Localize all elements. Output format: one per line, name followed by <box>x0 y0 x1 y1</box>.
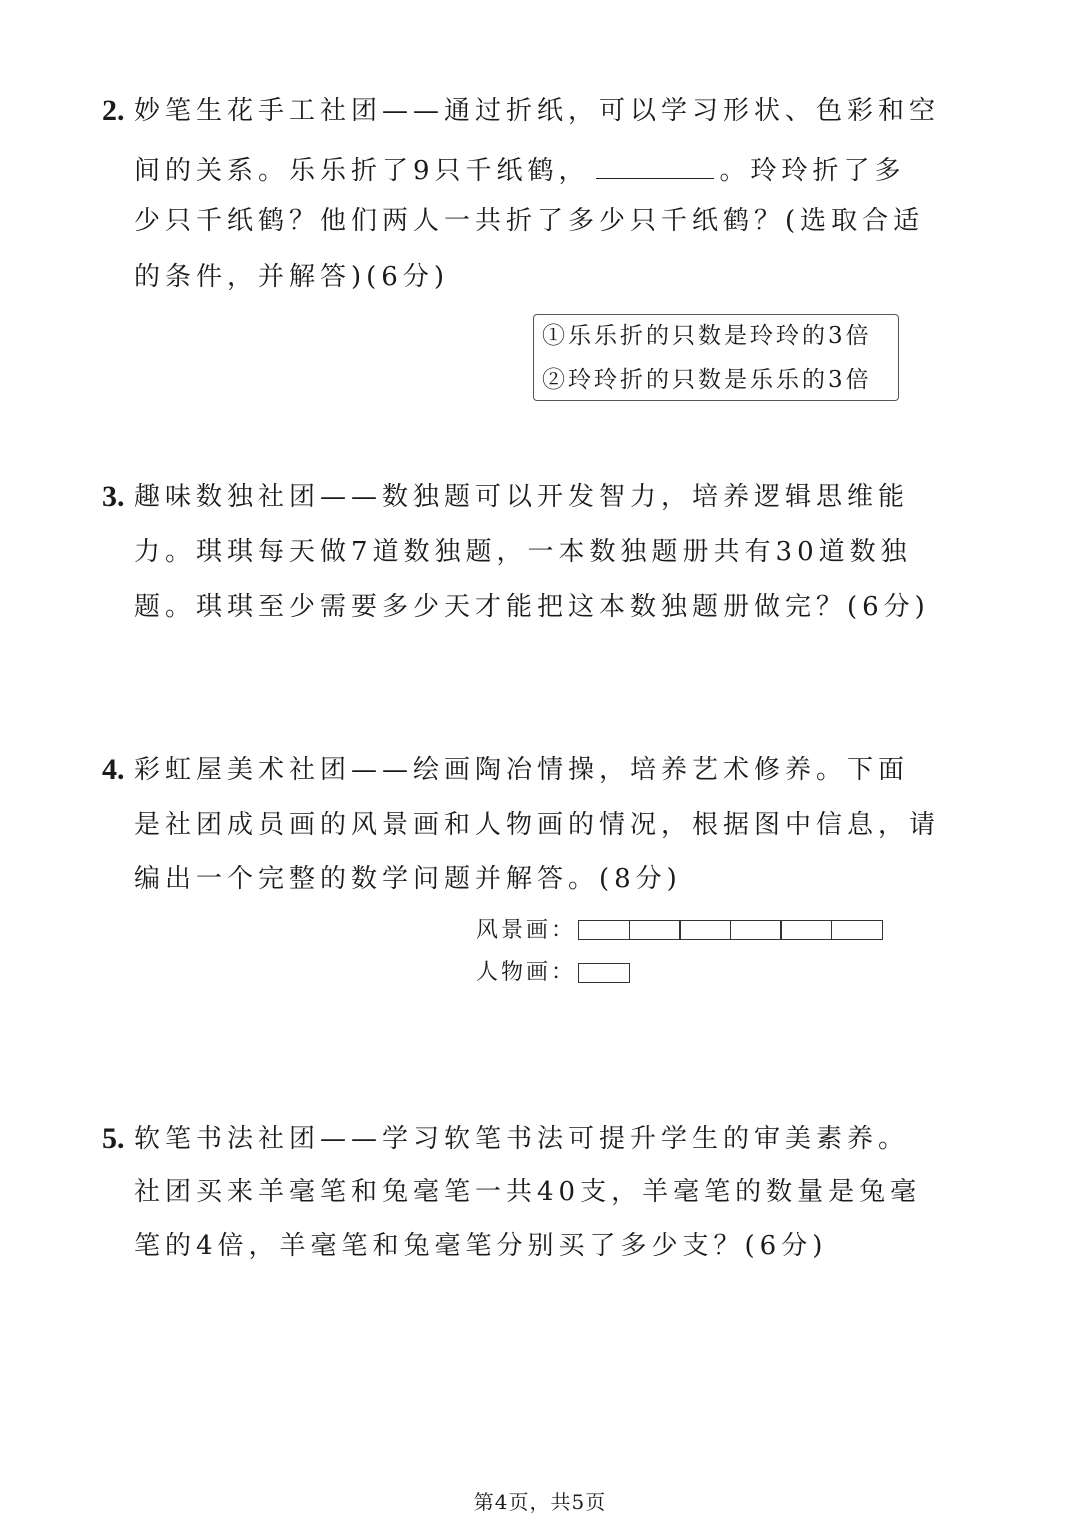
question-2-line-2b: 。玲玲折了多 <box>719 156 906 186</box>
question-2-number: 2. <box>102 94 125 127</box>
landscape-unit-cell <box>780 920 832 940</box>
question-2-line-3: 少只千纸鹤？他们两人一共折了多少只千纸鹤？(选取合适 <box>134 206 925 236</box>
question-2-line-1: 妙笔生花手工社团——通过折纸，可以学习形状、色彩和空 <box>134 96 941 126</box>
question-3-line-3: 题。琪琪至少需要多少天才能把这本数独题册做完？(6分) <box>134 592 930 622</box>
landscape-tape <box>578 920 881 940</box>
landscape-unit-cell <box>831 920 883 940</box>
question-5-line-2: 社团买来羊毫笔和兔毫笔一共40支，羊毫笔的数量是兔毫 <box>134 1177 922 1207</box>
question-5-line-1: 软笔书法社团——学习软笔书法可提升学生的审美素养。 <box>134 1124 910 1154</box>
landscape-label: 风景画： <box>476 918 577 943</box>
portrait-unit-cell <box>578 963 630 983</box>
landscape-unit-cell <box>679 920 731 940</box>
question-2-line-2 <box>134 152 904 186</box>
question-5-line-3: 笔的4倍，羊毫笔和兔毫笔分别买了多少支？(6分) <box>134 1231 828 1261</box>
question-3-number: 3. <box>102 480 125 513</box>
condition-options-box <box>533 314 899 401</box>
question-2-line-4: 的条件，并解答)(6分) <box>134 262 449 292</box>
question-4-line-3: 编出一个完整的数学问题并解答。(8分) <box>134 864 682 894</box>
question-4-number: 4. <box>102 753 125 786</box>
landscape-unit-cell <box>578 920 630 940</box>
question-3-line-2: 力。琪琪每天做7道数独题，一本数独题册共有30道数独 <box>134 537 912 567</box>
landscape-unit-cell <box>629 920 681 940</box>
portrait-label: 人物画： <box>476 960 577 985</box>
question-2-line-2a: 间的关系。乐乐折了9只千纸鹤， <box>134 156 590 186</box>
portrait-tape <box>578 963 629 983</box>
landscape-unit-cell <box>730 920 782 940</box>
page-number: 第4页，共5页 <box>473 1490 607 1514</box>
answer-blank[interactable] <box>596 152 714 179</box>
question-4-line-2: 是社团成员画的风景画和人物画的情况，根据图中信息，请 <box>134 810 941 840</box>
question-4-line-1: 彩虹屋美术社团——绘画陶冶情操，培养艺术修养。下面 <box>134 755 910 785</box>
condition-option-2[interactable]: ②玲玲折的只数是乐乐的3倍 <box>542 367 872 393</box>
question-3-line-1: 趣味数独社团——数独题可以开发智力，培养逻辑思维能 <box>134 482 910 512</box>
condition-option-1[interactable]: ①乐乐折的只数是玲玲的3倍 <box>542 323 872 349</box>
question-5-number: 5. <box>102 1122 125 1155</box>
